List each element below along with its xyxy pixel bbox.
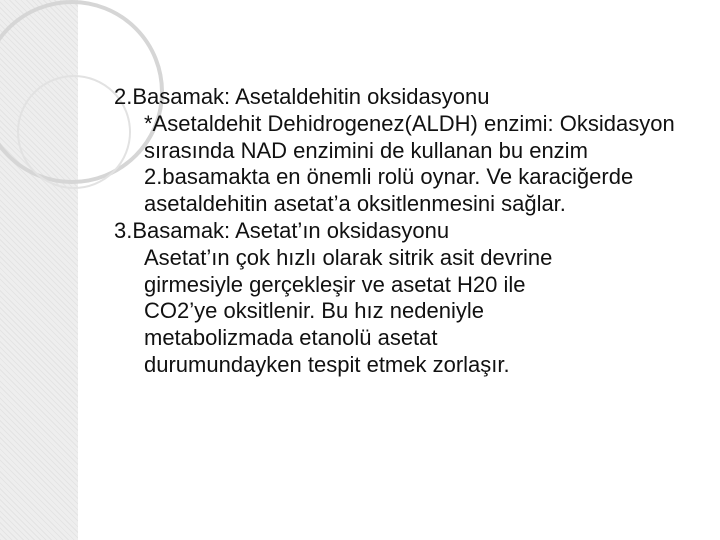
heading-step-2: 2.Basamak: Asetaldehitin oksidasyonu	[114, 84, 490, 109]
text-line-role: 2.basamakta en önemli rolü oynar. Ve karaciğerde	[144, 164, 634, 190]
text-line-nad: sırasında NAD enzimini de kullanan bu enzim	[144, 137, 588, 163]
text-line-citric: Asetat’ın çok hızlı olarak sitrik asit devrine	[144, 244, 553, 270]
text-line-aldh: *Asetaldehit Dehidrogenez(ALDH) enzimi: Oksidasyon	[144, 110, 675, 136]
text-line-oxidation: asetaldehitin asetat’a oksitlenmesini sağlar.	[144, 191, 566, 217]
slide-body-text	[114, 84, 694, 379]
text-line-h2o: girmesiyle gerçekleşir ve asetat H20 ile	[144, 271, 526, 297]
text-line-metabolism: metabolizmada etanolü asetat	[144, 325, 438, 351]
text-line-co2: CO2’ye oksitlenir. Bu hız nedeniyle	[144, 298, 484, 324]
text-line-detection: durumundayken tespit etmek zorlaşır.	[144, 351, 510, 377]
heading-step-3: 3.Basamak: Asetat’ın oksidasyonu	[114, 217, 450, 243]
